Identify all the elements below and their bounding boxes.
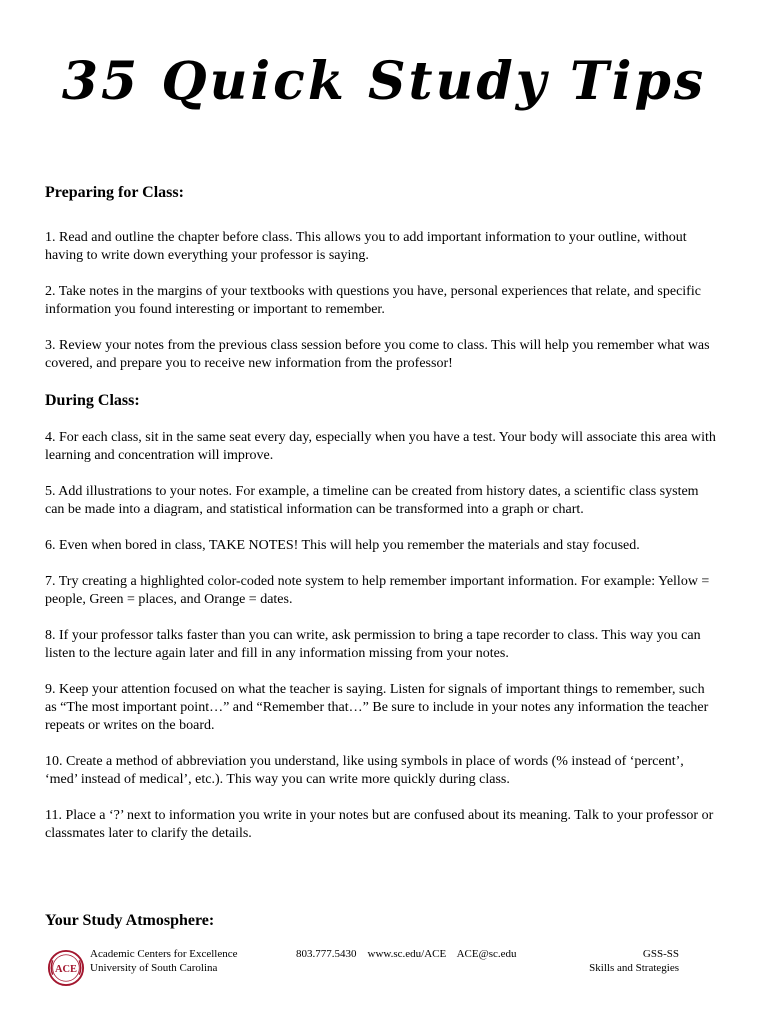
- footer-university: University of South Carolina: [90, 962, 218, 974]
- tip-10: 10. Create a method of abbreviation you understand, like using symbols in place of words (% instead of ‘percent’, ‘med’ instead of medical’, etc.). This way you can write more quickly during class.: [45, 754, 684, 787]
- section-heading-during: During Class:: [45, 392, 140, 409]
- footer-organization: [90, 947, 238, 975]
- tip-4: 4. For each class, sit in the same seat every day, especially when you have a test. Your body will associate this area with learning and concentration will improve.: [45, 430, 716, 463]
- tip-2: 2. Take notes in the margins of your textbooks with questions you have, personal experiences that relate, and specific information you found interesting or important to remember.: [45, 284, 701, 317]
- footer-doc-code: GSS-SS: [642, 948, 679, 960]
- section-heading-preparing: Preparing for Class:: [45, 184, 184, 201]
- ace-logo: [47, 949, 85, 987]
- tip-8: 8. If your professor talks faster than you can write, ask permission to bring a tape recorder to class. This way you can listen to the lecture again later and fill in any information missing from your notes.: [45, 628, 701, 661]
- tip-7: 7. Try creating a highlighted color-coded note system to help remember important information. For example: Yellow = people, Green = places, and Orange = dates.: [45, 574, 710, 607]
- footer-org-name: Academic Centers for Excellence: [90, 948, 238, 960]
- footer-doc-category: Skills and Strategies: [589, 962, 679, 974]
- tip-5: 5. Add illustrations to your notes. For example, a timeline can be created from history dates, a scientific class system can be made into a diagram, and statistical information can be transformed into a graph or chart.: [45, 484, 699, 517]
- svg-text:ACE: ACE: [54, 963, 78, 975]
- tip-9: 9. Keep your attention focused on what the teacher is saying. Listen for signals of important things to remember, such as “The most important point…” and “Remember that…” Be sure to include in your notes any information the teacher repeats or writes on the board.: [45, 682, 709, 733]
- tip-3: 3. Review your notes from the previous class session before you come to class. This will help you remember what was covered, and prepare you to receive new information from the professor!: [45, 338, 710, 371]
- main-content: [45, 183, 717, 843]
- section-heading-atmosphere: Your Study Atmosphere:: [45, 912, 215, 929]
- tip-6: 6. Even when bored in class, TAKE NOTES! This will help you remember the materials and stay focused.: [45, 538, 640, 553]
- page-footer: [45, 945, 685, 989]
- page-title: 35 Quick Study Tips: [61, 51, 707, 112]
- tip-1: 1. Read and outline the chapter before class. This allows you to add important information to your outline, without having to write down everything your professor is saying.: [45, 230, 687, 263]
- tip-11: 11. Place a ‘?’ next to information you write in your notes but are confused about its meaning. Talk to your professor or classmates later to clarify the details.: [45, 808, 714, 841]
- footer-contact: 803.777.5430 www.sc.edu/ACE ACE@sc.edu: [296, 948, 517, 960]
- footer-document-info: [589, 947, 679, 975]
